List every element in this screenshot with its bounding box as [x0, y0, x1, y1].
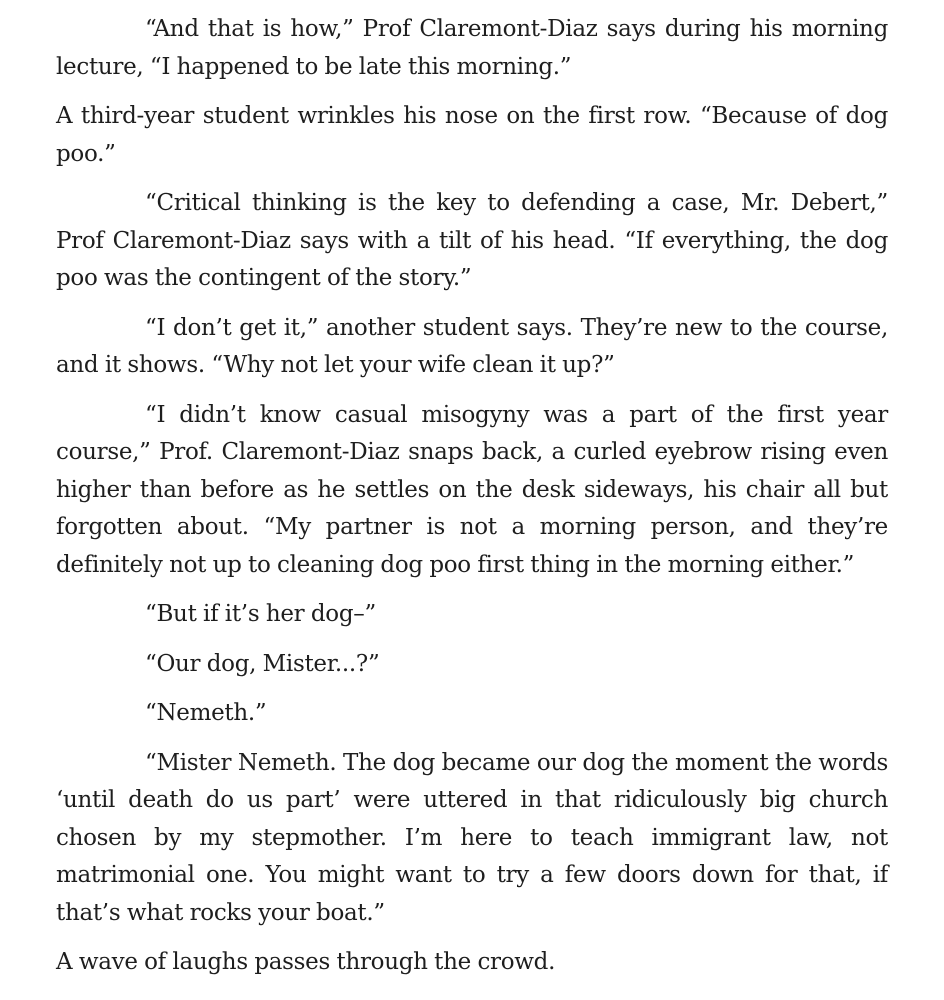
paragraph-5: “I didn’t know casual misogyny was a part of the first year course,” Prof. Claremont-Diaz snaps back, a curled eyebrow rising even higher than before as he settles on the desk sideways, his chair all but forgotten about. “My partner is not a morning person, and they’re definitely not up to cleaning dog poo first thing in the morning either.”: [56, 401, 888, 578]
document-page: [56, 11, 888, 994]
paragraph-3: “Critical thinking is the key to defending a case, Mr. Debert,” Prof Claremont-Diaz says with a tilt of his head. “If everything, the dog poo was the contingent of the story.”: [56, 190, 888, 291]
paragraph-1: “And that is how,” Prof Claremont-Diaz says during his morning lecture, “I happened to be late this morning.”: [56, 16, 888, 80]
paragraph-9: “Mister Nemeth. The dog became our dog the moment the words ‘until death do us part’ were uttered in that ridiculously big church chosen by my stepmother. I’m here to teach immigrant law, not matrimonial one. You might want to try a few doors down for that, if that’s what rocks your boat.”: [56, 749, 888, 926]
paragraph-4: “I don’t get it,” another student says. They’re new to the course, and it shows. “Why not let your wife clean it up?”: [56, 314, 888, 378]
paragraph-10: A wave of laughs passes through the crowd.: [56, 949, 556, 975]
paragraph-2: A third-year student wrinkles his nose on the first row. “Because of dog poo.”: [56, 103, 888, 167]
paragraph-8: “Nemeth.”: [145, 700, 267, 726]
paragraph-7: “Our dog, Mister...?”: [145, 650, 380, 677]
paragraph-6: “But if it’s her dog–”: [145, 601, 376, 627]
